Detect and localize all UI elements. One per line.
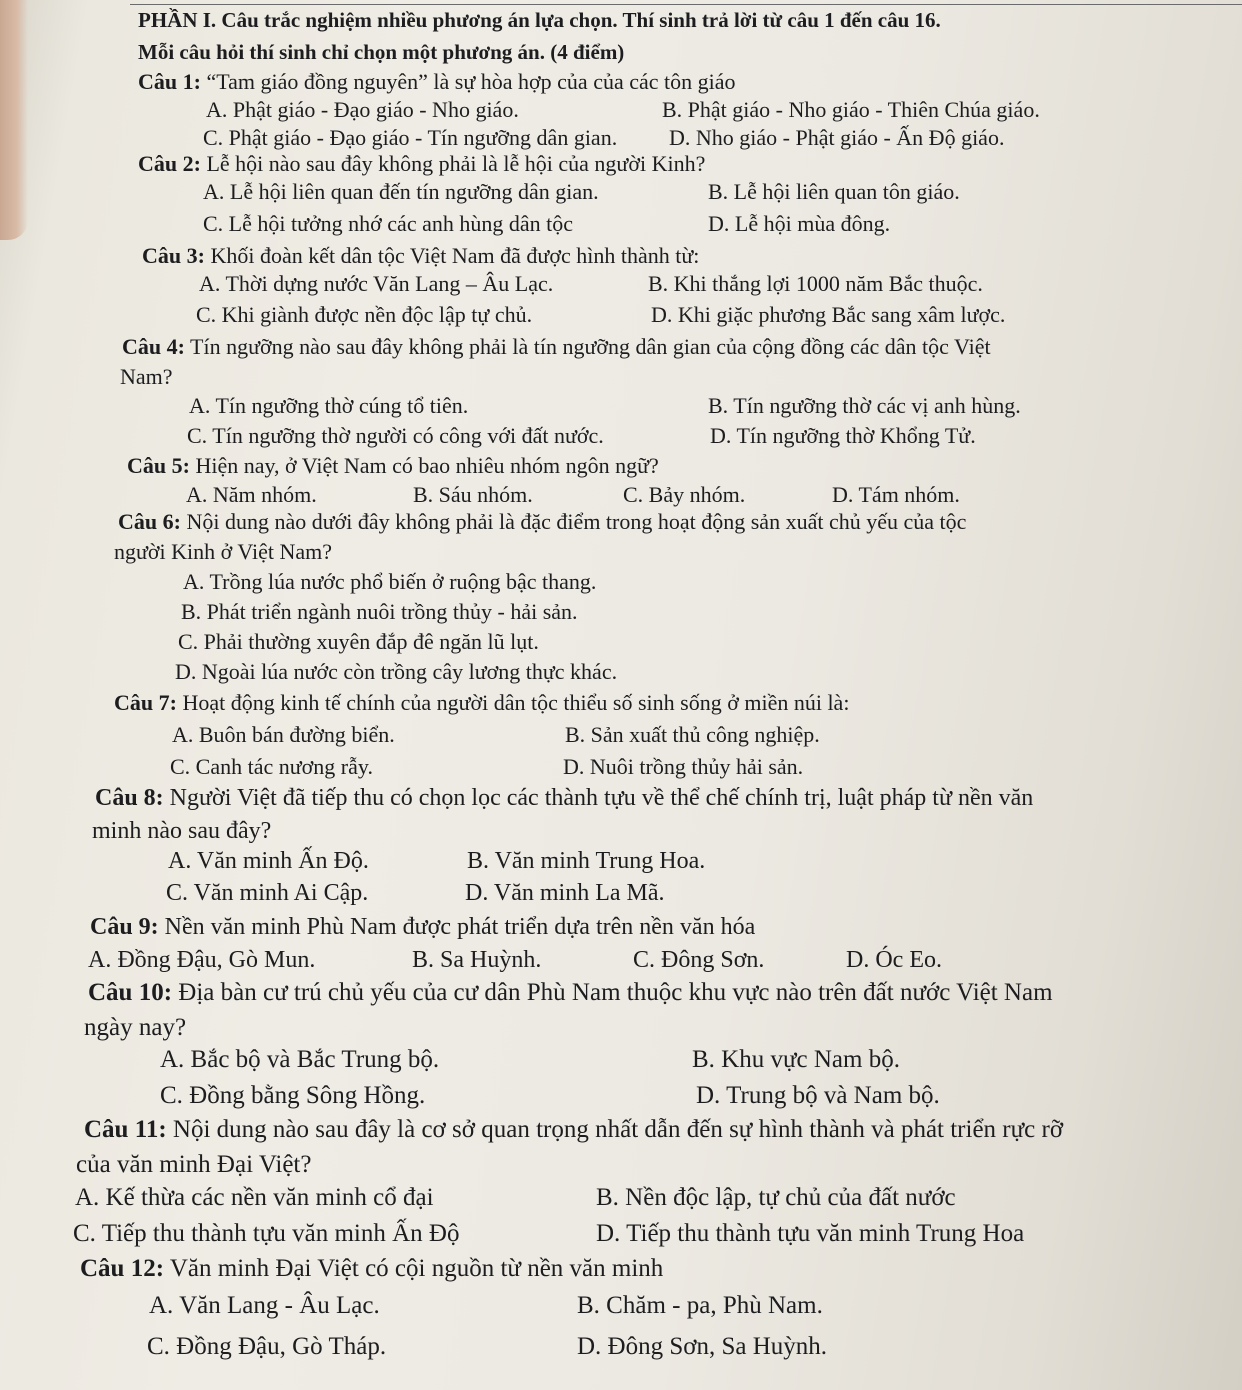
- question-8: Câu 8: Người Việt đã tiếp thu có chọn lọc các thành tựu về thể chế chính trị, luật pháp từ nền văn: [95, 785, 1034, 811]
- question-10-cont: ngày nay?: [84, 1014, 187, 1041]
- q8-option-d[interactable]: D. Văn minh La Mã.: [465, 880, 665, 906]
- q4-option-b[interactable]: B. Tín ngưỡng thờ các vị anh hùng.: [708, 393, 1021, 418]
- q3-option-c[interactable]: C. Khi giành được nền độc lập tự chủ.: [196, 302, 533, 327]
- q5-option-b[interactable]: B. Sáu nhóm.: [413, 482, 533, 507]
- q3-option-a[interactable]: A. Thời dựng nước Văn Lang – Âu Lạc.: [199, 271, 554, 296]
- question-12: Câu 12: Văn minh Đại Việt có cội nguồn từ nền văn minh: [80, 1255, 664, 1282]
- q11-option-c[interactable]: C. Tiếp thu thành tựu văn minh Ấn Độ: [73, 1220, 460, 1247]
- q1-option-b[interactable]: B. Phật giáo - Nho giáo - Thiên Chúa giáo.: [662, 97, 1040, 122]
- question-1: Câu 1: “Tam giáo đồng nguyên” là sự hòa hợp của của các tôn giáo: [138, 69, 736, 94]
- question-10: Câu 10: Địa bàn cư trú chủ yếu của cư dân Phù Nam thuộc khu vực nào trên đất nước Việt Nam: [88, 979, 1053, 1006]
- section-title: PHẦN I. Câu trắc nghiệm nhiều phương án lựa chọn. Thí sinh trả lời từ câu 1 đến câu 16.: [138, 8, 941, 32]
- question-2: Câu 2: Lễ hội nào sau đây không phải là lễ hội của người Kinh?: [138, 151, 706, 176]
- q6-option-c[interactable]: C. Phải thường xuyên đắp đê ngăn lũ lụt.: [178, 629, 539, 654]
- q7-option-c[interactable]: C. Canh tác nương rẫy.: [170, 754, 373, 779]
- q3-option-d[interactable]: D. Khi giặc phương Bắc sang xâm lược.: [651, 302, 1006, 327]
- q4-option-d[interactable]: D. Tín ngưỡng thờ Khổng Tử.: [710, 423, 976, 448]
- q2-option-b[interactable]: B. Lễ hội liên quan tôn giáo.: [708, 179, 960, 204]
- q2-option-a[interactable]: A. Lễ hội liên quan đến tín ngưỡng dân gian.: [203, 179, 599, 204]
- top-rule: [130, 4, 1242, 5]
- q10-option-c[interactable]: C. Đồng bằng Sông Hồng.: [160, 1082, 426, 1109]
- q9-option-d[interactable]: D. Óc Eo.: [846, 947, 942, 973]
- q6-option-d[interactable]: D. Ngoài lúa nước còn trồng cây lương thực khác.: [175, 659, 618, 684]
- finger-shadow: [0, 0, 28, 240]
- q1-option-c[interactable]: C. Phật giáo - Đạo giáo - Tín ngưỡng dân gian.: [203, 125, 618, 150]
- q9-option-c[interactable]: C. Đông Sơn.: [633, 947, 765, 973]
- q8-option-c[interactable]: C. Văn minh Ai Cập.: [166, 880, 369, 906]
- q12-option-a[interactable]: A. Văn Lang - Âu Lạc.: [149, 1292, 380, 1319]
- q11-option-a[interactable]: A. Kế thừa các nền văn minh cổ đại: [75, 1184, 434, 1211]
- question-3: Câu 3: Khối đoàn kết dân tộc Việt Nam đã được hình thành từ:: [142, 243, 700, 268]
- q2-option-c[interactable]: C. Lễ hội tưởng nhớ các anh hùng dân tộc: [203, 211, 573, 236]
- q12-option-d[interactable]: D. Đông Sơn, Sa Huỳnh.: [577, 1333, 828, 1360]
- question-5: Câu 5: Hiện nay, ở Việt Nam có bao nhiêu nhóm ngôn ngữ?: [127, 453, 659, 478]
- q7-option-a[interactable]: A. Buôn bán đường biển.: [172, 722, 395, 747]
- q9-option-a[interactable]: A. Đồng Đậu, Gò Mun.: [88, 947, 316, 973]
- q12-option-c[interactable]: C. Đồng Đậu, Gò Tháp.: [147, 1333, 387, 1360]
- q8-option-a[interactable]: A. Văn minh Ấn Độ.: [168, 848, 369, 874]
- question-11: Câu 11: Nội dung nào sau đây là cơ sở quan trọng nhất dẫn đến sự hình thành và phát triển rực rỡ: [84, 1116, 1064, 1143]
- q4-option-c[interactable]: C. Tín ngưỡng thờ người có công với đất nước.: [187, 423, 604, 448]
- question-4: Câu 4: Tín ngưỡng nào sau đây không phải là tín ngưỡng dân gian của cộng đồng các dân tộc Việt: [122, 334, 991, 359]
- q10-option-a[interactable]: A. Bắc bộ và Bắc Trung bộ.: [160, 1046, 440, 1073]
- question-7: Câu 7: Hoạt động kinh tế chính của người dân tộc thiểu số sinh sống ở miền núi là:: [114, 690, 850, 715]
- question-11-cont: của văn minh Đại Việt?: [76, 1151, 312, 1178]
- q8-option-b[interactable]: B. Văn minh Trung Hoa.: [467, 848, 706, 874]
- q10-option-d[interactable]: D. Trung bộ và Nam bộ.: [696, 1082, 940, 1109]
- q10-option-b[interactable]: B. Khu vực Nam bộ.: [692, 1046, 900, 1073]
- q4-option-a[interactable]: A. Tín ngưỡng thờ cúng tổ tiên.: [189, 393, 469, 418]
- q5-option-a[interactable]: A. Năm nhóm.: [186, 482, 317, 507]
- q1-option-d[interactable]: D. Nho giáo - Phật giáo - Ấn Độ giáo.: [669, 125, 1005, 150]
- q5-option-c[interactable]: C. Bảy nhóm.: [623, 482, 746, 507]
- question-9: Câu 9: Nền văn minh Phù Nam được phát triển dựa trên nền văn hóa: [90, 914, 756, 940]
- question-6-cont: người Kinh ở Việt Nam?: [114, 539, 332, 564]
- q2-option-d[interactable]: D. Lễ hội mùa đông.: [708, 211, 891, 236]
- q7-option-d[interactable]: D. Nuôi trồng thủy hải sản.: [563, 754, 804, 779]
- q6-option-a[interactable]: A. Trồng lúa nước phổ biến ở ruộng bậc thang.: [183, 569, 597, 594]
- q5-option-d[interactable]: D. Tám nhóm.: [832, 482, 960, 507]
- question-4-cont: Nam?: [120, 364, 173, 389]
- question-6: Câu 6: Nội dung nào dưới đây không phải là đặc điểm trong hoạt động sản xuất chủ yếu của tộc: [118, 509, 967, 534]
- section-instructions: Mỗi câu hỏi thí sinh chỉ chọn một phương án. (4 điểm): [138, 40, 625, 64]
- q11-option-b[interactable]: B. Nền độc lập, tự chủ của đất nước: [596, 1184, 956, 1211]
- q3-option-b[interactable]: B. Khi thắng lợi 1000 năm Bắc thuộc.: [648, 271, 983, 296]
- q1-option-a[interactable]: A. Phật giáo - Đạo giáo - Nho giáo.: [206, 97, 519, 122]
- q9-option-b[interactable]: B. Sa Huỳnh.: [412, 947, 542, 973]
- q11-option-d[interactable]: D. Tiếp thu thành tựu văn minh Trung Hoa: [596, 1220, 1025, 1247]
- question-8-cont: minh nào sau đây?: [92, 818, 272, 844]
- q7-option-b[interactable]: B. Sản xuất thủ công nghiệp.: [565, 722, 820, 747]
- q12-option-b[interactable]: B. Chăm - pa, Phù Nam.: [577, 1292, 823, 1319]
- q6-option-b[interactable]: B. Phát triển ngành nuôi trồng thủy - hải sản.: [181, 599, 578, 624]
